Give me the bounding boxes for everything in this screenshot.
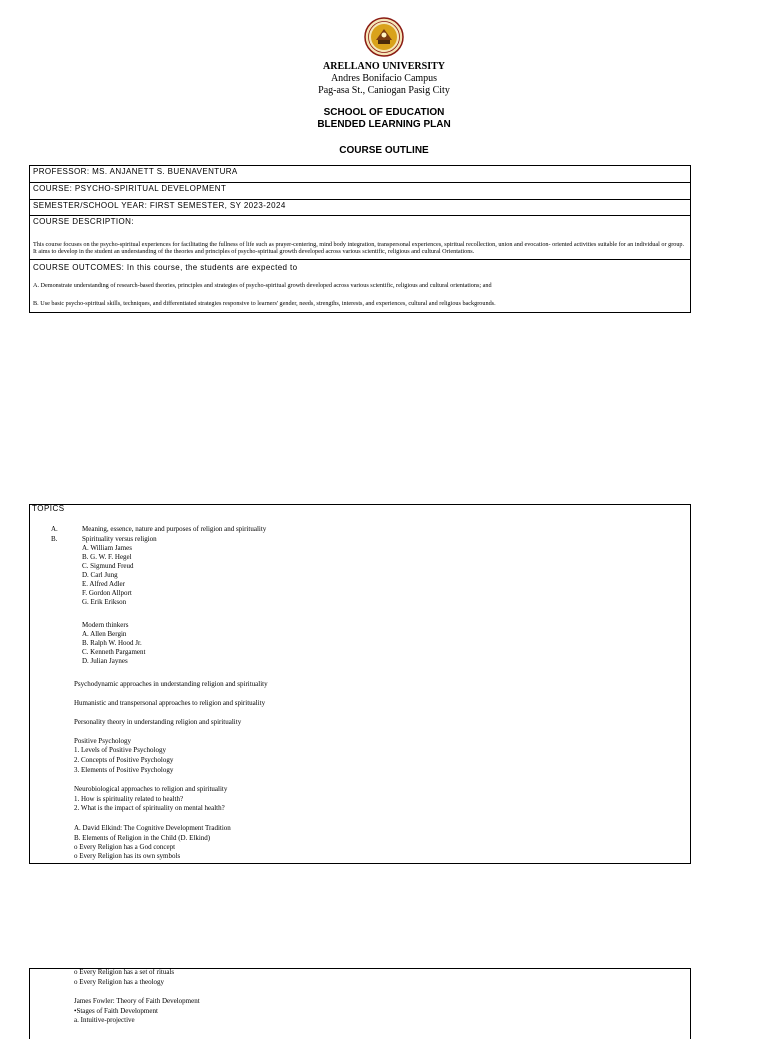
positive-psychology-item: 3. Elements of Positive Psychology (74, 766, 174, 774)
course-outline-title: COURSE OUTLINE (339, 145, 429, 156)
course-description-text: This course focuses on the psycho-spiritual experiences for facilitating the fullness of life such as prayer-centering, mind body integration, transpersonal experiences, spiritual recollection, union and evocation- oriented activities suitable for an individual or group. It aims to develop in the student an understanding of the theories and principles of psycho-spiritual growth developed across various scientific, religious and cultural Orientations. (33, 241, 685, 255)
humanistic-topic: Humanistic and transpersonal approaches to religion and spirituality (74, 699, 266, 707)
modern-thinker-item: A. Allen Bergin (82, 630, 127, 638)
modern-thinker-item: D. Julian Jaynes (82, 657, 128, 665)
topics-label: TOPICS (32, 504, 65, 513)
topic-b-text: Spirituality versus religion (82, 535, 157, 543)
theorist-item: D. Carl Jung (82, 571, 118, 579)
course-outcomes-label: COURSE OUTCOMES: In this course, the students are expected to (33, 263, 298, 272)
university-header (0, 61, 768, 97)
course-description-label: COURSE DESCRIPTION: (33, 217, 134, 226)
school-header (0, 107, 768, 131)
religion-element-item: o Every Religion has its own symbols (74, 852, 181, 860)
semester-row: SEMESTER/SCHOOL YEAR: FIRST SEMESTER, SY 2023-2024 (30, 200, 691, 216)
modern-thinker-item: B. Ralph W. Hood Jr. (82, 639, 142, 647)
course-info-table (29, 165, 691, 313)
modern-thinker-item: C. Kenneth Pargament (82, 648, 146, 656)
course-outcomes-cell (30, 260, 691, 313)
campus-address: Pag-asa St., Caniogan Pasig City (318, 85, 450, 96)
theorist-item: F. Gordon Allport (82, 589, 132, 597)
fowler-stages-label: •Stages of Faith Development (74, 1007, 158, 1015)
theorist-item: E. Alfred Adler (82, 580, 125, 588)
university-name: ARELLANO UNIVERSITY (323, 61, 445, 72)
elkind-topic-b: B. Elements of Religion in the Child (D. Elkind) (74, 834, 211, 842)
school-name: SCHOOL OF EDUCATION (323, 107, 445, 118)
outcome-a: A. Demonstrate understanding of research-based theories, principles and strategies of psycho-spiritual growth developed across various scientific, religious and cultural orientations; and (33, 282, 492, 289)
course-description-cell (30, 216, 691, 260)
religion-element-item: o Every Religion has a theology (74, 978, 165, 986)
positive-psychology-item: 1. Levels of Positive Psychology (74, 746, 166, 754)
psychodynamic-topic: Psychodynamic approaches in understanding religion and spirituality (74, 680, 268, 688)
positive-psychology-item: 2. Concepts of Positive Psychology (74, 756, 174, 764)
fowler-stage-item: a. Intuitive-projective (74, 1016, 135, 1024)
personality-topic: Personality theory in understanding religion and spirituality (74, 718, 242, 726)
course-row: COURSE: PSYCHO-SPIRITUAL DEVELOPMENT (30, 183, 691, 200)
religion-element-item: o Every Religion has a God concept (74, 843, 176, 851)
modern-thinkers-label: Modern thinkers (82, 621, 129, 629)
topic-a-letter: A. (51, 525, 58, 533)
positive-psychology-label: Positive Psychology (74, 737, 131, 745)
topic-b-letter: B. (51, 535, 58, 543)
theorist-item: B. G. W. F. Hegel (82, 553, 132, 561)
university-seal-icon (364, 17, 404, 57)
fowler-topic: James Fowler: Theory of Faith Development (74, 997, 200, 1005)
theorist-item: A. William James (82, 544, 132, 552)
religion-element-item: o Every Religion has a set of rituals (74, 968, 175, 976)
topic-a-text: Meaning, essence, nature and purposes of religion and spirituality (82, 525, 267, 533)
outcome-b: B. Use basic psycho-spiritual skills, techniques, and differentiated strategies responsive to learners' gender, needs, strengths, interests, and experiences, cultural and religious backgrounds. (33, 300, 496, 307)
neurobiological-item: 1. How is spirituality related to health? (74, 795, 184, 803)
plan-title: BLENDED LEARNING PLAN (317, 119, 451, 130)
professor-row: PROFESSOR: MS. ANJANETT S. BUENAVENTURA (30, 166, 691, 183)
theorist-item: G. Erik Erikson (82, 598, 127, 606)
campus-name: Andres Bonifacio Campus (330, 73, 438, 84)
neurobiological-label: Neurobiological approaches to religion and spirituality (74, 785, 228, 793)
elkind-topic-a: A. David Elkind: The Cognitive Development Tradition (74, 824, 231, 832)
neurobiological-item: 2. What is the impact of spirituality on mental health? (74, 804, 225, 812)
theorist-item: C. Sigmund Freud (82, 562, 134, 570)
